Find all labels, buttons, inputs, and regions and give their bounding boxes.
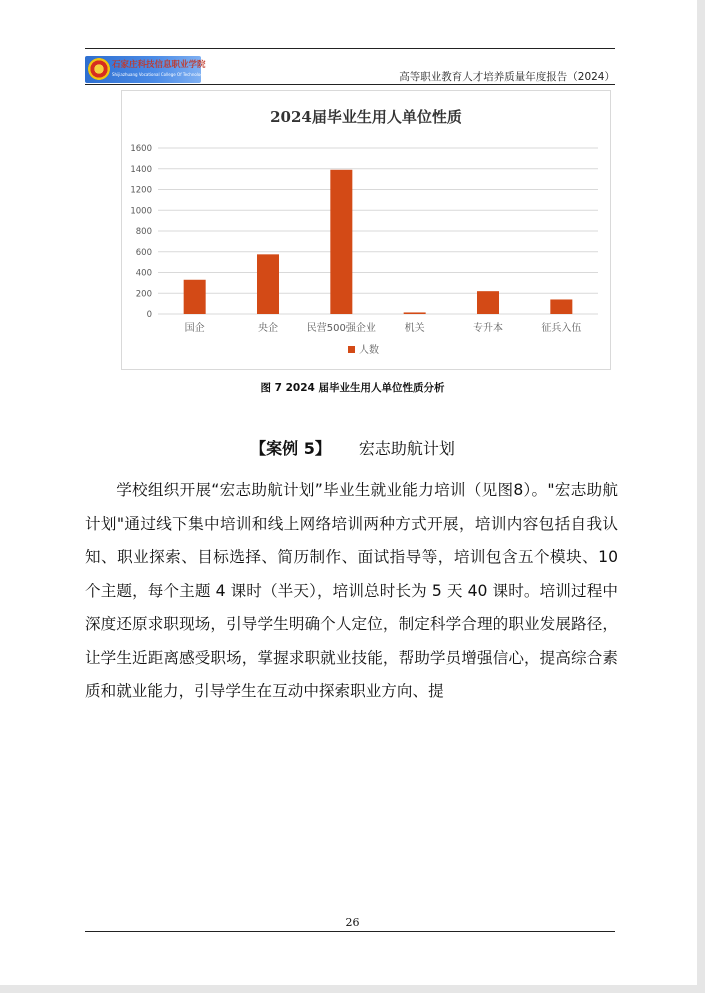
school-logo-name: 石家庄科技信息职业学院 [112,60,206,70]
case-tag: 【案例 5】 [250,439,331,458]
x-tick-label: 机关 [404,323,425,334]
bar-5 [550,299,572,314]
page-number: 26 [345,916,360,929]
y-tick-label: 1000 [130,206,152,217]
footer-rule [85,931,615,932]
body-paragraph: 学校组织开展“宏志助航计划”毕业生就业能力培训（见图8）。"宏志助航计划"通过线下集中培训和线上网络培训两种方式开展，培训内容包括自我认知、职业探索、目标选择、简历制作、面试指导等，培训包含五个模块、10 个主题，每个主题 4 课时（半天），培训总时长为 5 天 40 课时。培训过程中深度还原求职现场，引导学生明确个人定位，制定科学合理的职业发展路径，让学生近距离感受职场，掌握求职就业技能，帮助学员增强信心，提高综合素质和就业能力，引导学生在互动中探索职业方向、提 [85,481,618,700]
x-tick-label: 征兵入伍 [541,323,582,334]
y-tick-label: 1200 [130,185,152,196]
y-tick-label: 200 [135,289,152,300]
body-text [85,474,618,709]
header-top-rule [85,48,615,49]
bar-2 [330,170,352,314]
page-header [85,52,615,86]
case-heading [0,436,705,459]
school-seal-icon [88,58,110,80]
y-tick-label: 800 [135,227,152,237]
y-tick-label: 1600 [130,144,152,154]
bar-0 [184,280,206,314]
legend-swatch [348,346,355,353]
case-name: 宏志助航计划 [358,439,455,458]
x-tick-label: 专升本 [473,323,503,334]
chart-canvas [122,91,610,369]
y-tick-label: 400 [135,268,152,279]
school-logo-name-en: Shijiazhuang Vocational College Of Technology & Information [112,72,235,77]
school-logo [85,56,235,83]
chart-title: 2024届毕业生用人单位性质 [270,108,462,126]
y-tick-label: 0 [146,310,152,320]
x-tick-label: 央企 [258,323,278,334]
figure-caption: 图 7 2024 届毕业生用人单位性质分析 [260,382,445,394]
header-bottom-rule [85,84,615,85]
report-title: 高等职业教育人才培养质量年度报告（2024） [399,71,615,83]
bar-3 [404,312,426,314]
legend-label: 人数 [359,345,379,356]
x-tick-label: 国企 [184,323,205,334]
y-tick-label: 1400 [130,164,152,175]
employer-type-chart [121,90,611,370]
bar-1 [257,254,279,314]
bar-4 [477,291,499,314]
y-tick-label: 600 [135,247,152,258]
x-tick-label: 民营500强企业 [306,323,376,334]
